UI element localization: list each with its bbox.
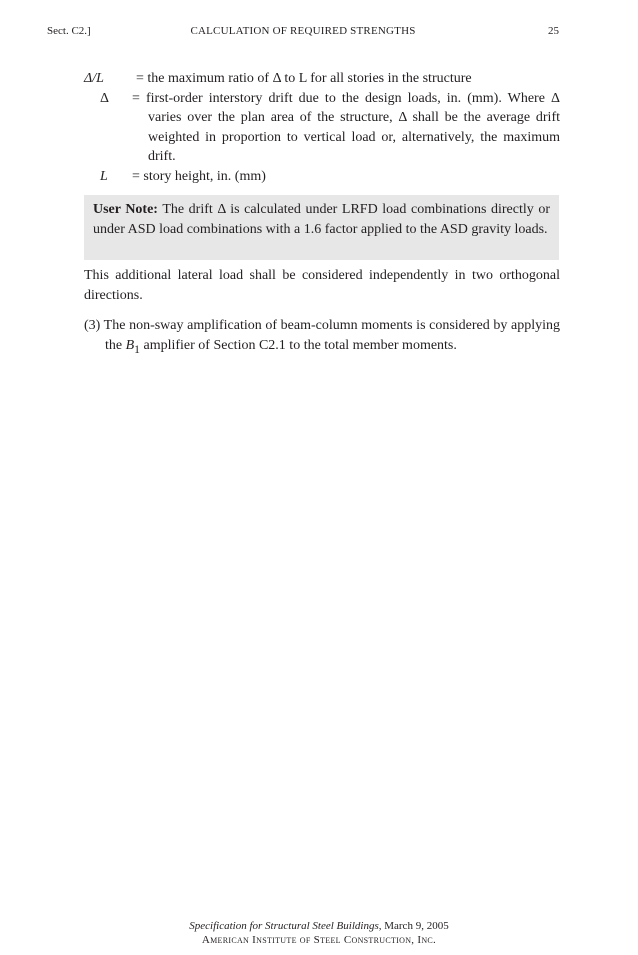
list-item-3 xyxy=(84,316,560,359)
definition-symbol: Δ/L xyxy=(84,71,104,86)
section-label: Sect. C2.] xyxy=(47,25,91,37)
definition-symbol: Δ xyxy=(100,90,110,106)
definition-row xyxy=(84,69,560,89)
amplifier-symbol: B xyxy=(125,337,135,353)
footer-date: March 9, 2005 xyxy=(381,920,449,932)
footer-organization: American Institute of Steel Construction, Inc. xyxy=(201,934,437,946)
definition-symbol: L xyxy=(100,168,108,184)
body-paragraph: This additional lateral load shall be considered independently in two orthogonal directions. xyxy=(84,268,560,303)
item-lead-text: (3) The non-sway amplification of beam-column moments is considered by applying the xyxy=(84,318,560,353)
item-tail-text: amplifier of Section C2.1 to the total member moments. xyxy=(140,337,457,353)
running-header xyxy=(47,25,559,41)
definition-text: = first-order interstory drift due to the design loads, in. (mm). Where Δ varies over the plan area of the structure, Δ shall be the average drift weighted in proportion to vertical load or, alternatively, the maximum drift. xyxy=(132,90,560,164)
variable-definitions xyxy=(84,69,560,186)
page-number: 25 xyxy=(548,25,559,37)
user-note-box xyxy=(84,195,559,260)
footer-title: Specification for Structural Steel Buildings, xyxy=(189,920,382,932)
definition-text: = story height, in. (mm) xyxy=(132,168,266,184)
definition-text: = the maximum ratio of Δ to L for all stories in the structure xyxy=(136,71,472,86)
page-footer xyxy=(0,919,638,947)
header-title: CALCULATION OF REQUIRED STRENGTHS xyxy=(190,25,416,37)
definition-row xyxy=(84,167,560,187)
user-note-label: User Note: xyxy=(93,202,158,217)
definition-row xyxy=(84,89,560,167)
user-note-text: The drift Δ is calculated under LRFD load combinations directly or under ASD load combinations with a 1.6 factor applied to the ASD gravity loads. xyxy=(93,202,551,237)
amplifier-subscript: 1 xyxy=(134,342,140,356)
